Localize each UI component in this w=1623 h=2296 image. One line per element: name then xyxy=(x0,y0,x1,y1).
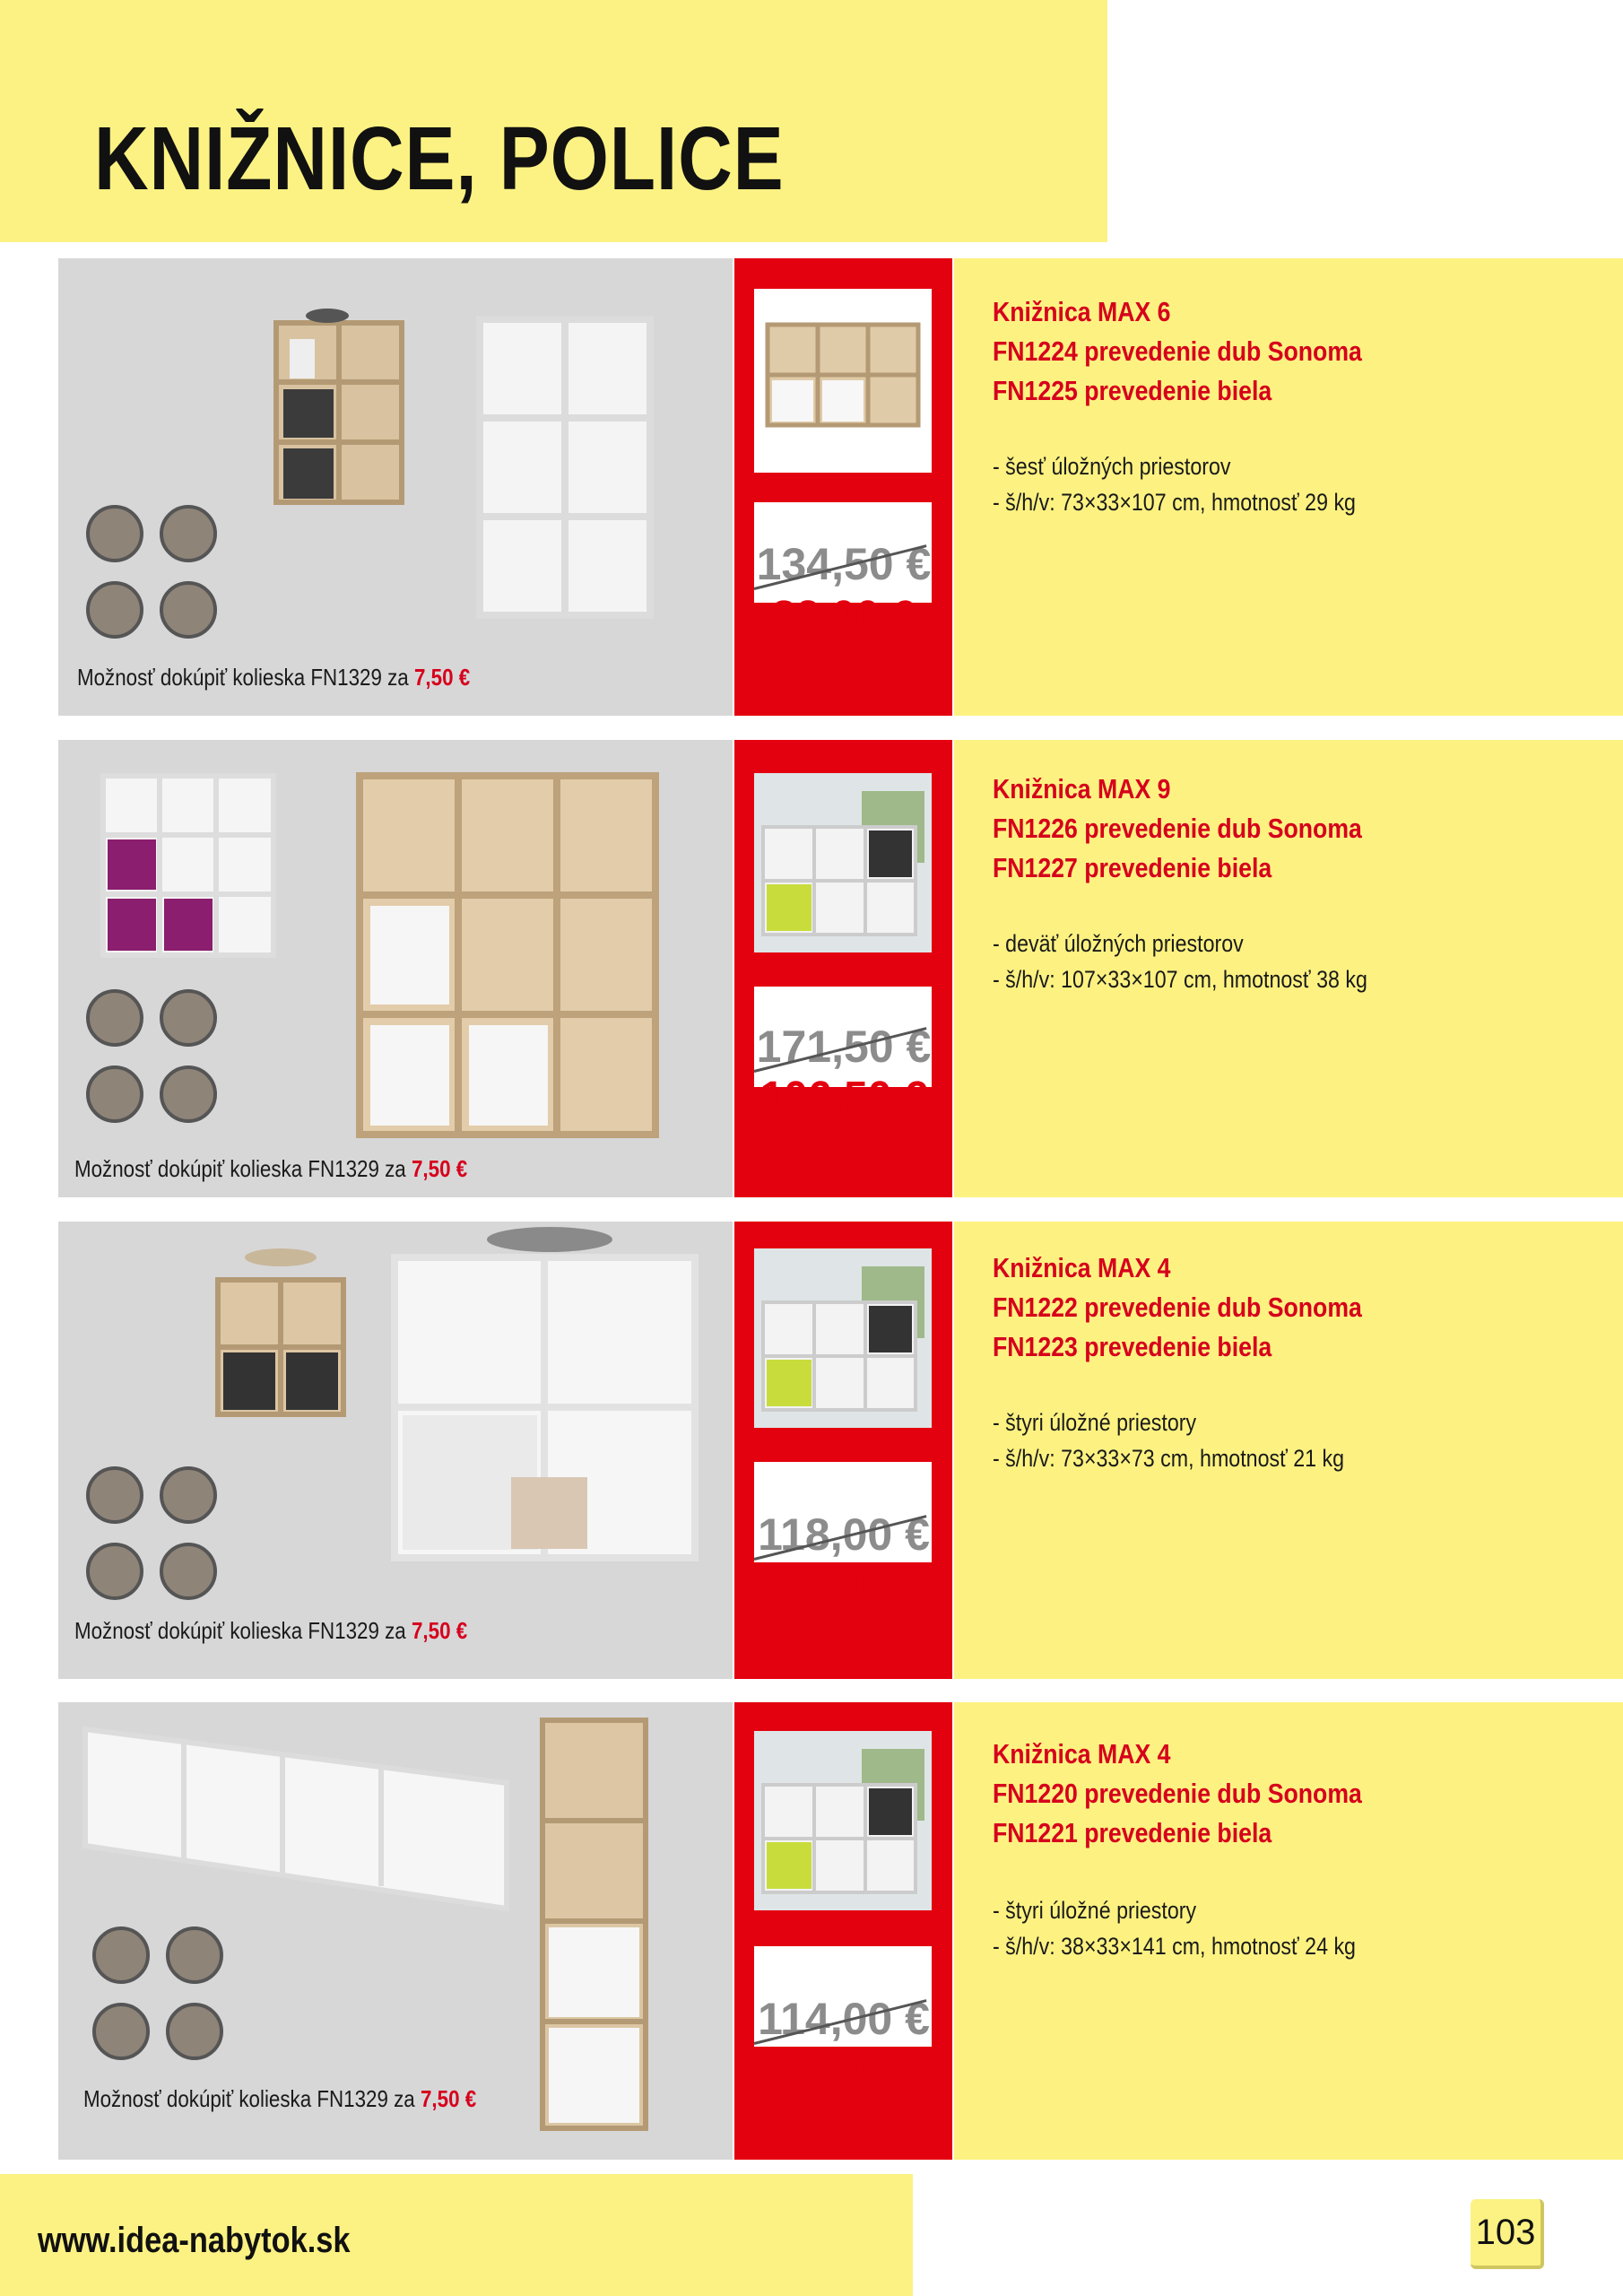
product-variant: FN1225 prevedenie biela xyxy=(993,375,1272,406)
product-spec: - š/h/v: 107×33×107 cm, hmotnosť 38 kg xyxy=(993,966,1367,993)
website-link[interactable]: www.idea-nabytok.sk xyxy=(38,2221,351,2260)
product-spec: - š/h/v: 38×33×141 cm, hmotnosť 24 kg xyxy=(993,1933,1356,1960)
product-variant: FN1223 prevedenie biela xyxy=(993,1331,1272,1362)
product-name: Knižnica MAX 9 xyxy=(993,773,1171,804)
product-name: Knižnica MAX 6 xyxy=(993,296,1171,327)
wheels-icon xyxy=(79,1455,231,1607)
product-spec: - š/h/v: 73×33×73 cm, hmotnosť 21 kg xyxy=(993,1445,1345,1472)
wheels-icon xyxy=(85,1915,238,2067)
bookcase-illustration xyxy=(58,258,733,716)
bookcase-illustration xyxy=(58,1222,733,1679)
product-variant: FN1227 prevedenie biela xyxy=(993,852,1272,883)
page-title: KNIŽNICE, POLICE xyxy=(94,109,785,209)
product-spec: - štyri úložné priestory xyxy=(993,1409,1197,1436)
product-variant: FN1220 prevedenie dub Sonoma xyxy=(993,1778,1362,1809)
new-price: 82,00 € xyxy=(771,593,916,640)
product-name: Knižnica MAX 4 xyxy=(993,1252,1171,1283)
product-thumbnail xyxy=(754,773,932,952)
new-price: 67,50 € xyxy=(771,2046,916,2093)
product-image-panel xyxy=(58,1222,733,1679)
wheels-icon xyxy=(79,493,231,646)
product-variant: FN1222 prevedenie dub Sonoma xyxy=(993,1292,1362,1323)
product-thumbnail xyxy=(754,289,932,473)
product-name: Knižnica MAX 4 xyxy=(993,1738,1171,1770)
old-price: 171,50 € xyxy=(756,1022,932,1072)
product-variant: FN1221 prevedenie biela xyxy=(993,1817,1272,1848)
product-spec: - š/h/v: 73×33×107 cm, hmotnosť 29 kg xyxy=(993,489,1356,516)
old-price: 118,00 € xyxy=(758,1509,930,1560)
product-thumbnail xyxy=(754,1731,932,1910)
product-spec: - deväť úložných priestorov xyxy=(993,930,1244,957)
product-variant: FN1224 prevedenie dub Sonoma xyxy=(993,335,1362,367)
product-spec: - šesť úložných priestorov xyxy=(993,453,1231,480)
wheels-icon xyxy=(79,978,231,1130)
page-number: 103 xyxy=(1471,2199,1544,2269)
old-price: 114,00 € xyxy=(758,1994,930,2044)
wheels-note: Možnosť dokúpiť kolieska FN1329 za 7,50 € xyxy=(83,2085,477,2112)
product-image-panel xyxy=(58,258,733,716)
product-variant: FN1226 prevedenie dub Sonoma xyxy=(993,813,1362,844)
wheels-note: Možnosť dokúpiť kolieska FN1329 za 7,50 € xyxy=(74,1617,468,1644)
new-price: 106,50 € xyxy=(759,1074,928,1121)
new-price: 63,50 € xyxy=(771,1561,916,1609)
wheels-note: Možnosť dokúpiť kolieska FN1329 za 7,50 € xyxy=(77,664,471,691)
product-thumbnail xyxy=(754,1248,932,1428)
old-price: 134,50 € xyxy=(756,539,932,589)
product-spec: - štyri úložné priestory xyxy=(993,1897,1197,1924)
wheels-note: Možnosť dokúpiť kolieska FN1329 za 7,50 € xyxy=(74,1155,468,1182)
